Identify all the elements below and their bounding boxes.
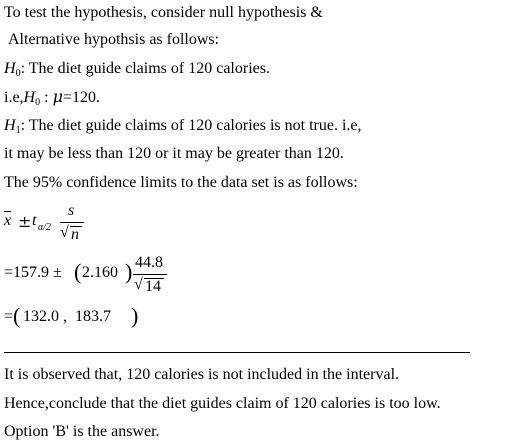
observation-line: It is observed that, 120 calories is not included in the interval. [4,366,400,383]
ie-value: =120. [62,89,100,106]
h1-symbol: H [4,117,16,134]
conclusion-line: Hence,conclude that the diet guides claim of 120 calories is too low. [4,395,441,412]
result-equals: = [4,308,14,325]
ie-colon: : [44,89,49,106]
sqrt-sign-1: √ [60,224,69,241]
intro-line-1: To test the hypothesis, consider null hypothesis & [4,4,323,21]
ci-computation [4,252,204,302]
sample-size-denominator: 14 [145,278,161,295]
open-paren-1: ( [74,259,82,284]
mean-plus-minus: =157.9 ± [4,264,62,281]
ci-result [4,302,204,332]
intro-line-2: Alternative hypothsis as follows: [8,31,220,48]
xbar-symbol: $\overline{x}$ [4,212,12,229]
answer-line: Option 'B' is the answer. [4,423,160,440]
h0-statement: : The diet guide claims of 120 calories. [20,60,270,77]
null-hypothesis-line [4,60,270,83]
divider-rule [4,352,470,353]
sqrt-sign-2: √ [134,276,143,293]
confidence-intro: The 95% confidence limits to the data set is as follows: [4,174,358,191]
t-value: 2.160 [82,264,118,281]
sd-numerator: 44.8 [135,254,163,271]
h0-subscript: 0 [15,68,21,79]
close-paren-1: ) [125,259,133,284]
t-symbol: t [32,212,37,229]
ie-prefix: i.e, [4,89,24,106]
ci-formula [4,200,124,248]
n-denominator: n [71,226,79,243]
close-paren-2: ) [131,303,139,328]
h0-symbol: H [4,60,16,77]
fraction-bar-2 [133,274,167,275]
open-paren-2: ( [13,303,21,328]
h1-subscript: 1 [15,125,21,136]
s-numerator: s [68,202,75,219]
h1-statement: : The diet guide claims of 120 calories is not true. i.e, [20,117,362,134]
interval-values: 132.0 , 183.7 [23,308,111,325]
alt-hypothesis-detail: it may be less than 120 or it may be greater than 120. [4,145,344,162]
null-hypothesis-formula [4,88,100,112]
alt-hypothesis-line [4,117,362,140]
ie-h-symbol: H [23,89,36,106]
fraction-bar-1 [60,222,84,223]
alpha-half-subscript: α/2 [38,222,52,233]
ie-h-subscript: 0 [35,97,41,108]
mu-symbol: μ [52,87,63,106]
plus-minus-symbol: ± [18,212,32,231]
